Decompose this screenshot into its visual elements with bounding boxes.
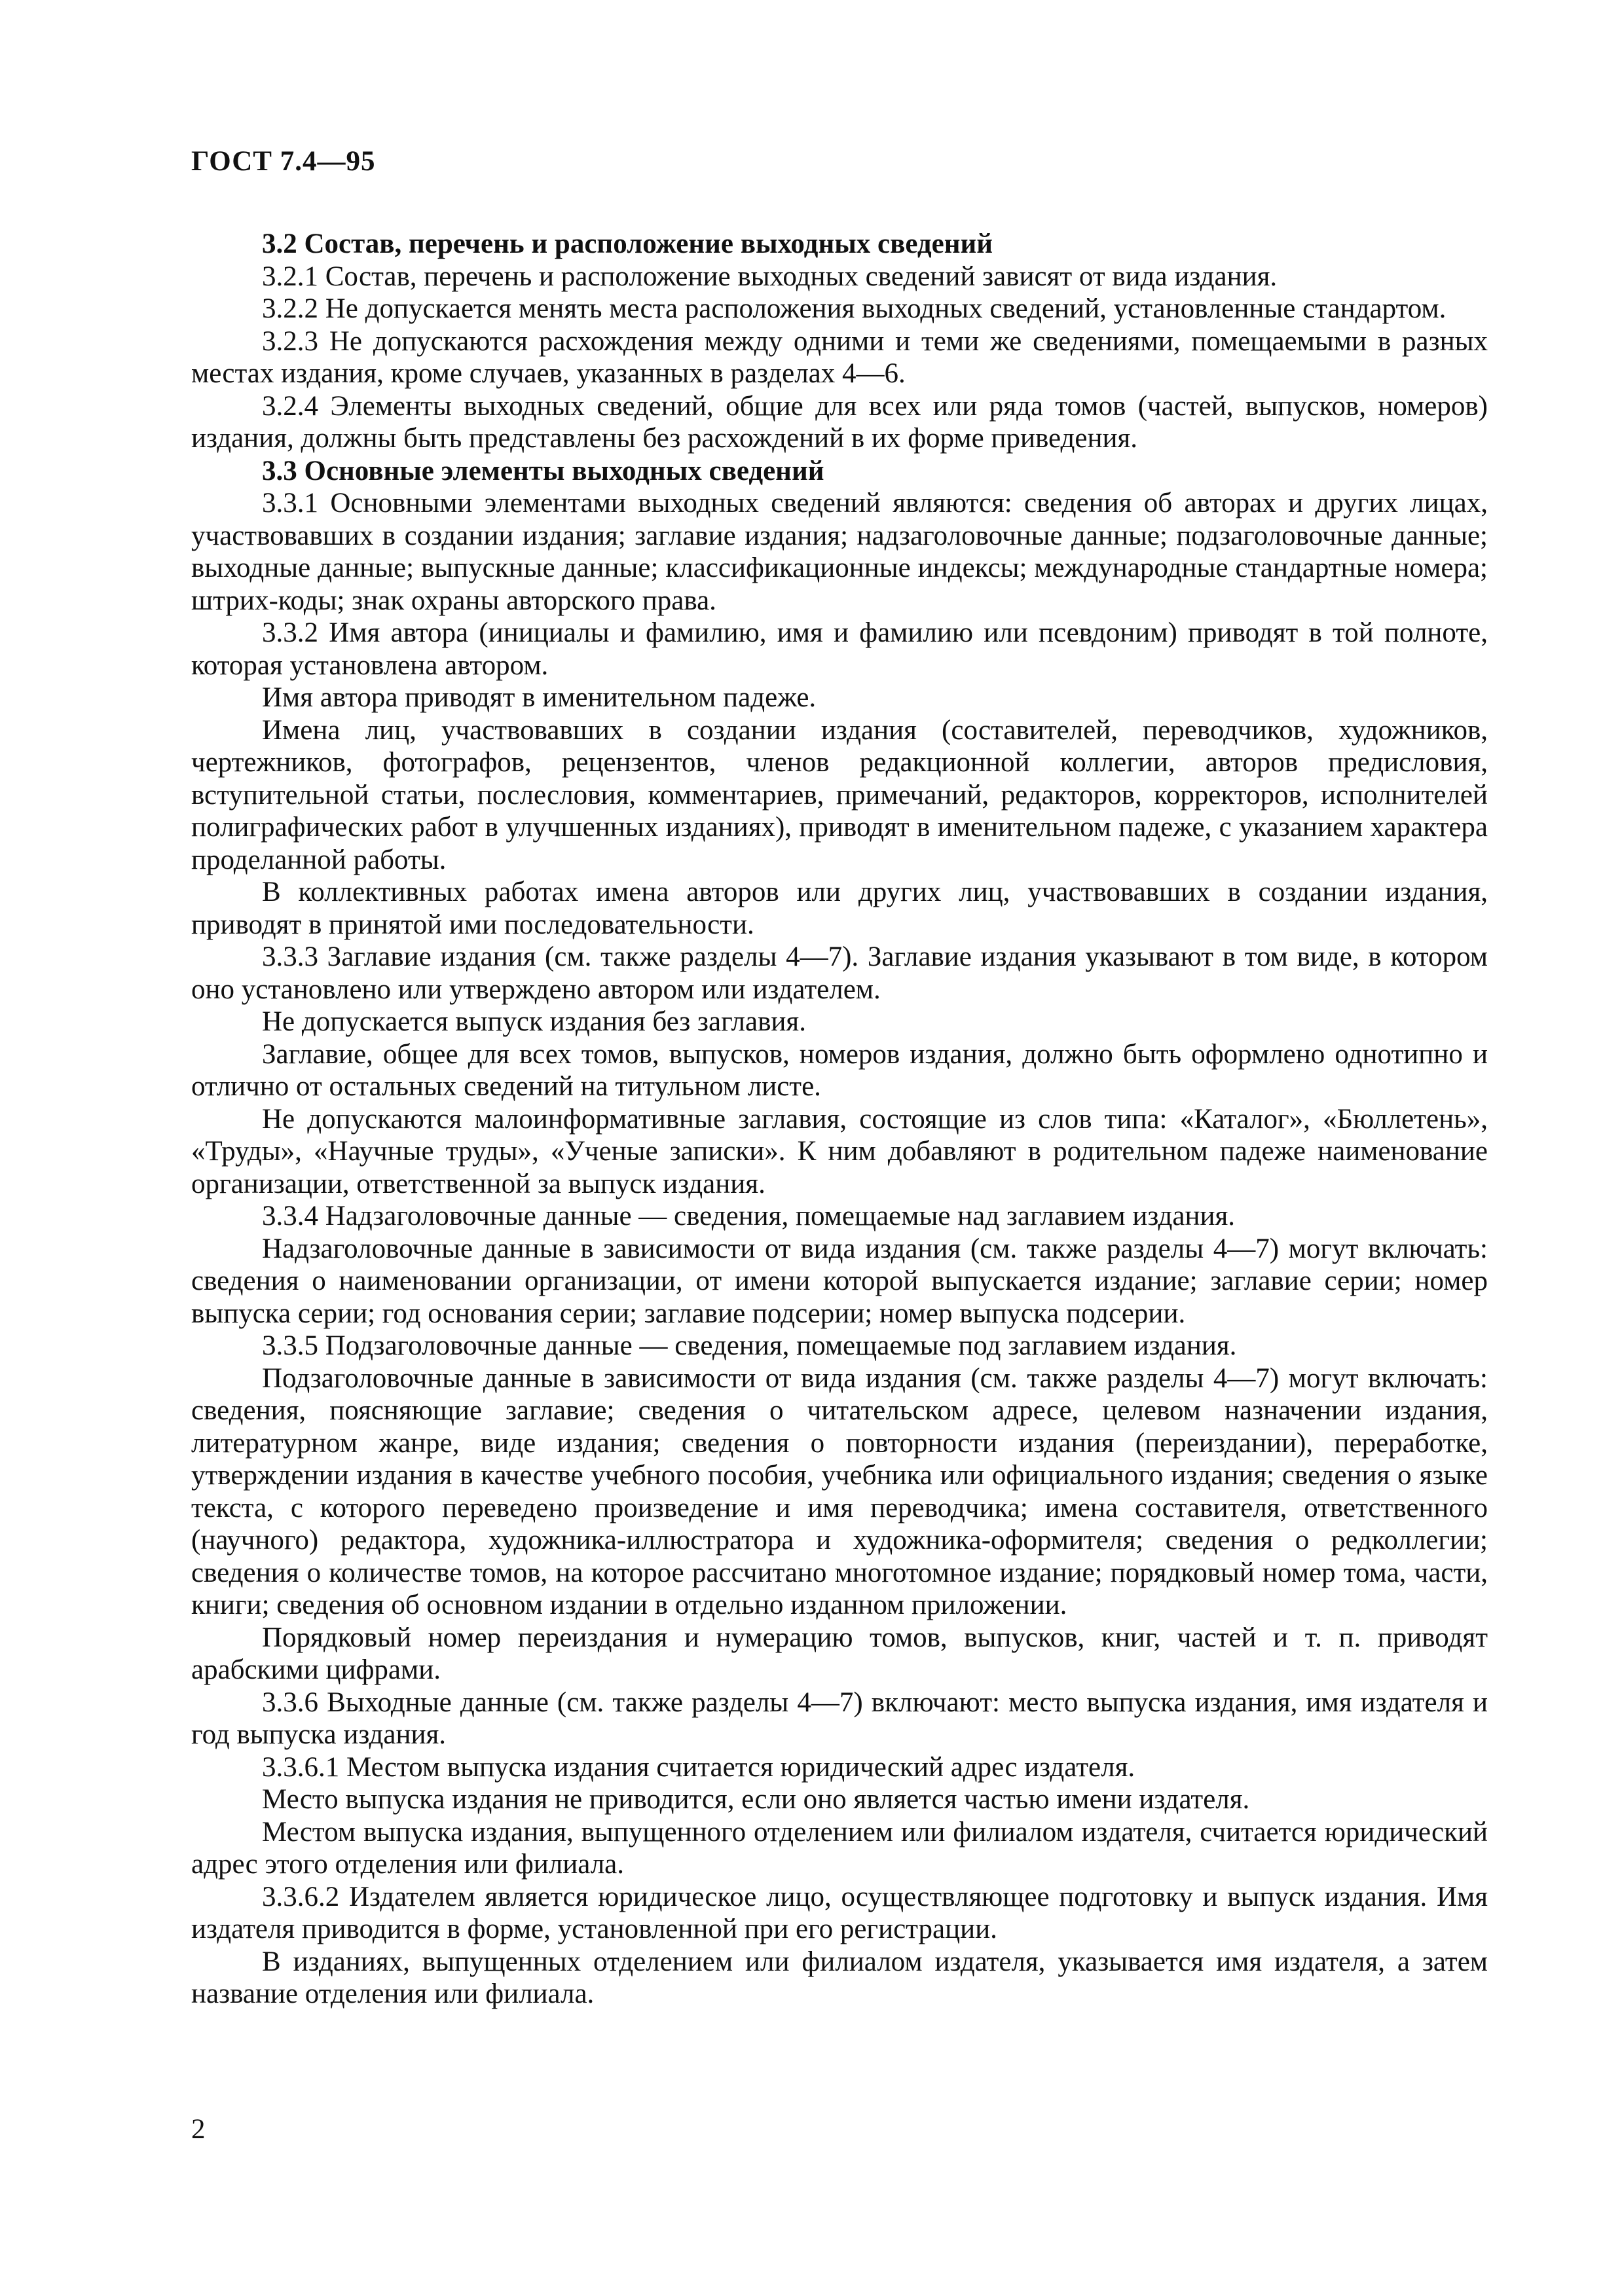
paragraph-3-3-6-1: 3.3.6.1 Местом выпуска издания считается юридический адрес издателя. (262, 1751, 1135, 1783)
paragraph: Не допускаются малоинформативные заглавия, состоящие из слов типа: «Каталог», «Бюллетень», «Труды», «Научные труды», «Ученые записки». К ним добавляют в родительном падеже наименование организации, ответственной за выпуск издания. (191, 1103, 1488, 1199)
paragraph-3-3-6: 3.3.6 Выходные данные (см. также разделы 4—7) включают: место выпуска издания, имя издателя и год выпуска издания. (191, 1686, 1488, 1750)
paragraph: Подзаголовочные данные в зависимости от вида издания (см. также разделы 4—7) могут включать: сведения, поясняющие заглавие; сведения о читательском адресе, целевом назначении издания, литературном жанре, виде издания; сведения о повторности издания (переиздании), переработке, утверждении издания в качестве учебного пособия, учебника или официального издания; сведения о языке текста, с которого переведено произведение и имя переводчика; имена составителя, ответственного (научного) редактора, художника-иллюстратора и художника-оформителя; сведения о редколлегии; сведения о количестве томов, на которое рассчитано многотомное издание; порядковый номер тома, части, книги; сведения об основном издании в отдельно изданном приложении. (191, 1362, 1488, 1620)
paragraph-3-2-4: 3.2.4 Элементы выходных сведений, общие для всех или ряда томов (частей, выпусков, номеров) издания, должны быть представлены без расхождений в их форме приведения. (191, 390, 1488, 454)
paragraph: В коллективных работах имена авторов или других лиц, участвовавших в создании издания, приводят в принятой ими последовательности. (191, 877, 1488, 940)
paragraph: Имя автора приводят в именительном падеже. (262, 682, 817, 713)
paragraph: Заглавие, общее для всех томов, выпусков, номеров издания, должно быть оформлено однотипно и отлично от остальных сведений на титульном листе. (191, 1038, 1488, 1102)
paragraph: Имена лиц, участвовавших в создании издания (составителей, переводчиков, художников, чертежников, фотографов, рецензентов, членов редакционной коллегии, авторов предисловия, вступительной статьи, послесловия, комментариев, примечаний, редакторов, корректоров, исполнителей полиграфических работ в улучшенных изданиях), приводят в именительном падеже, с указанием характера проделанной работы. (191, 714, 1488, 875)
section-heading-3-2: 3.2 Состав, перечень и расположение выходных сведений (262, 228, 993, 259)
paragraph-3-3-2: 3.3.2 Имя автора (инициалы и фамилию, имя и фамилию или псевдоним) приводят в той полноте, которая установлена автором. (191, 617, 1488, 681)
paragraph-3-3-3: 3.3.3 Заглавие издания (см. также разделы 4—7). Заглавие издания указывают в том виде, в котором оно установлено или утверждено автором или издателем. (191, 941, 1488, 1005)
document-header: ГОСТ 7.4—95 (191, 146, 376, 177)
paragraph-3-2-3: 3.2.3 Не допускаются расхождения между одними и теми же сведениями, помещаемыми в разных местах издания, кроме случаев, указанных в разделах 4—6. (191, 325, 1488, 389)
paragraph: Местом выпуска издания, выпущенного отделением или филиалом издателя, считается юридический адрес этого отделения или филиала. (191, 1816, 1488, 1880)
paragraph: Место выпуска издания не приводится, если оно является частью имени издателя. (262, 1784, 1250, 1815)
paragraph-3-3-5: 3.3.5 Подзаголовочные данные — сведения, помещаемые под заглавием издания. (262, 1330, 1237, 1361)
paragraph: В изданиях, выпущенных отделением или филиалом издателя, указывается имя издателя, а затем название отделения или филиала. (191, 1946, 1488, 2009)
section-heading-3-3: 3.3 Основные элементы выходных сведений (262, 455, 824, 486)
paragraph-3-2-2: 3.2.2 Не допускается менять места расположения выходных сведений, установленные стандартом. (262, 293, 1447, 324)
paragraph: Порядковый номер переиздания и нумерацию томов, выпусков, книг, частей и т. п. приводят арабскими цифрами. (191, 1622, 1488, 1685)
paragraph-3-3-4: 3.3.4 Надзаголовочные данные — сведения, помещаемые над заглавием издания. (262, 1201, 1236, 1231)
paragraph: Надзаголовочные данные в зависимости от вида издания (см. также разделы 4—7) могут включать: сведения о наименовании организации, от имени которой выпускается издание; заглавие серии; номер выпуска серии; год основания серии; заглавие подсерии; номер выпуска подсерии. (191, 1233, 1488, 1329)
paragraph-3-2-1: 3.2.1 Состав, перечень и расположение выходных сведений зависят от вида издания. (262, 261, 1278, 292)
paragraph: Не допускается выпуск издания без заглавия. (262, 1006, 806, 1037)
paragraph-3-3-1: 3.3.1 Основными элементами выходных сведений являются: сведения об авторах и других лицах, участвовавших в создании издания; заглавие издания; надзаголовочные данные; подзаголовочные данные; выходные данные; выпускные данные; классификационные индексы; международные стандартные номера; штрих-коды; знак охраны авторского права. (191, 488, 1488, 616)
page-number: 2 (191, 2114, 206, 2145)
document-body (191, 228, 1488, 2011)
paragraph-3-3-6-2: 3.3.6.2 Издателем является юридическое лицо, осуществляющее подготовку и выпуск издания. Имя издателя приводится в форме, установленной при его регистрации. (191, 1881, 1488, 1944)
